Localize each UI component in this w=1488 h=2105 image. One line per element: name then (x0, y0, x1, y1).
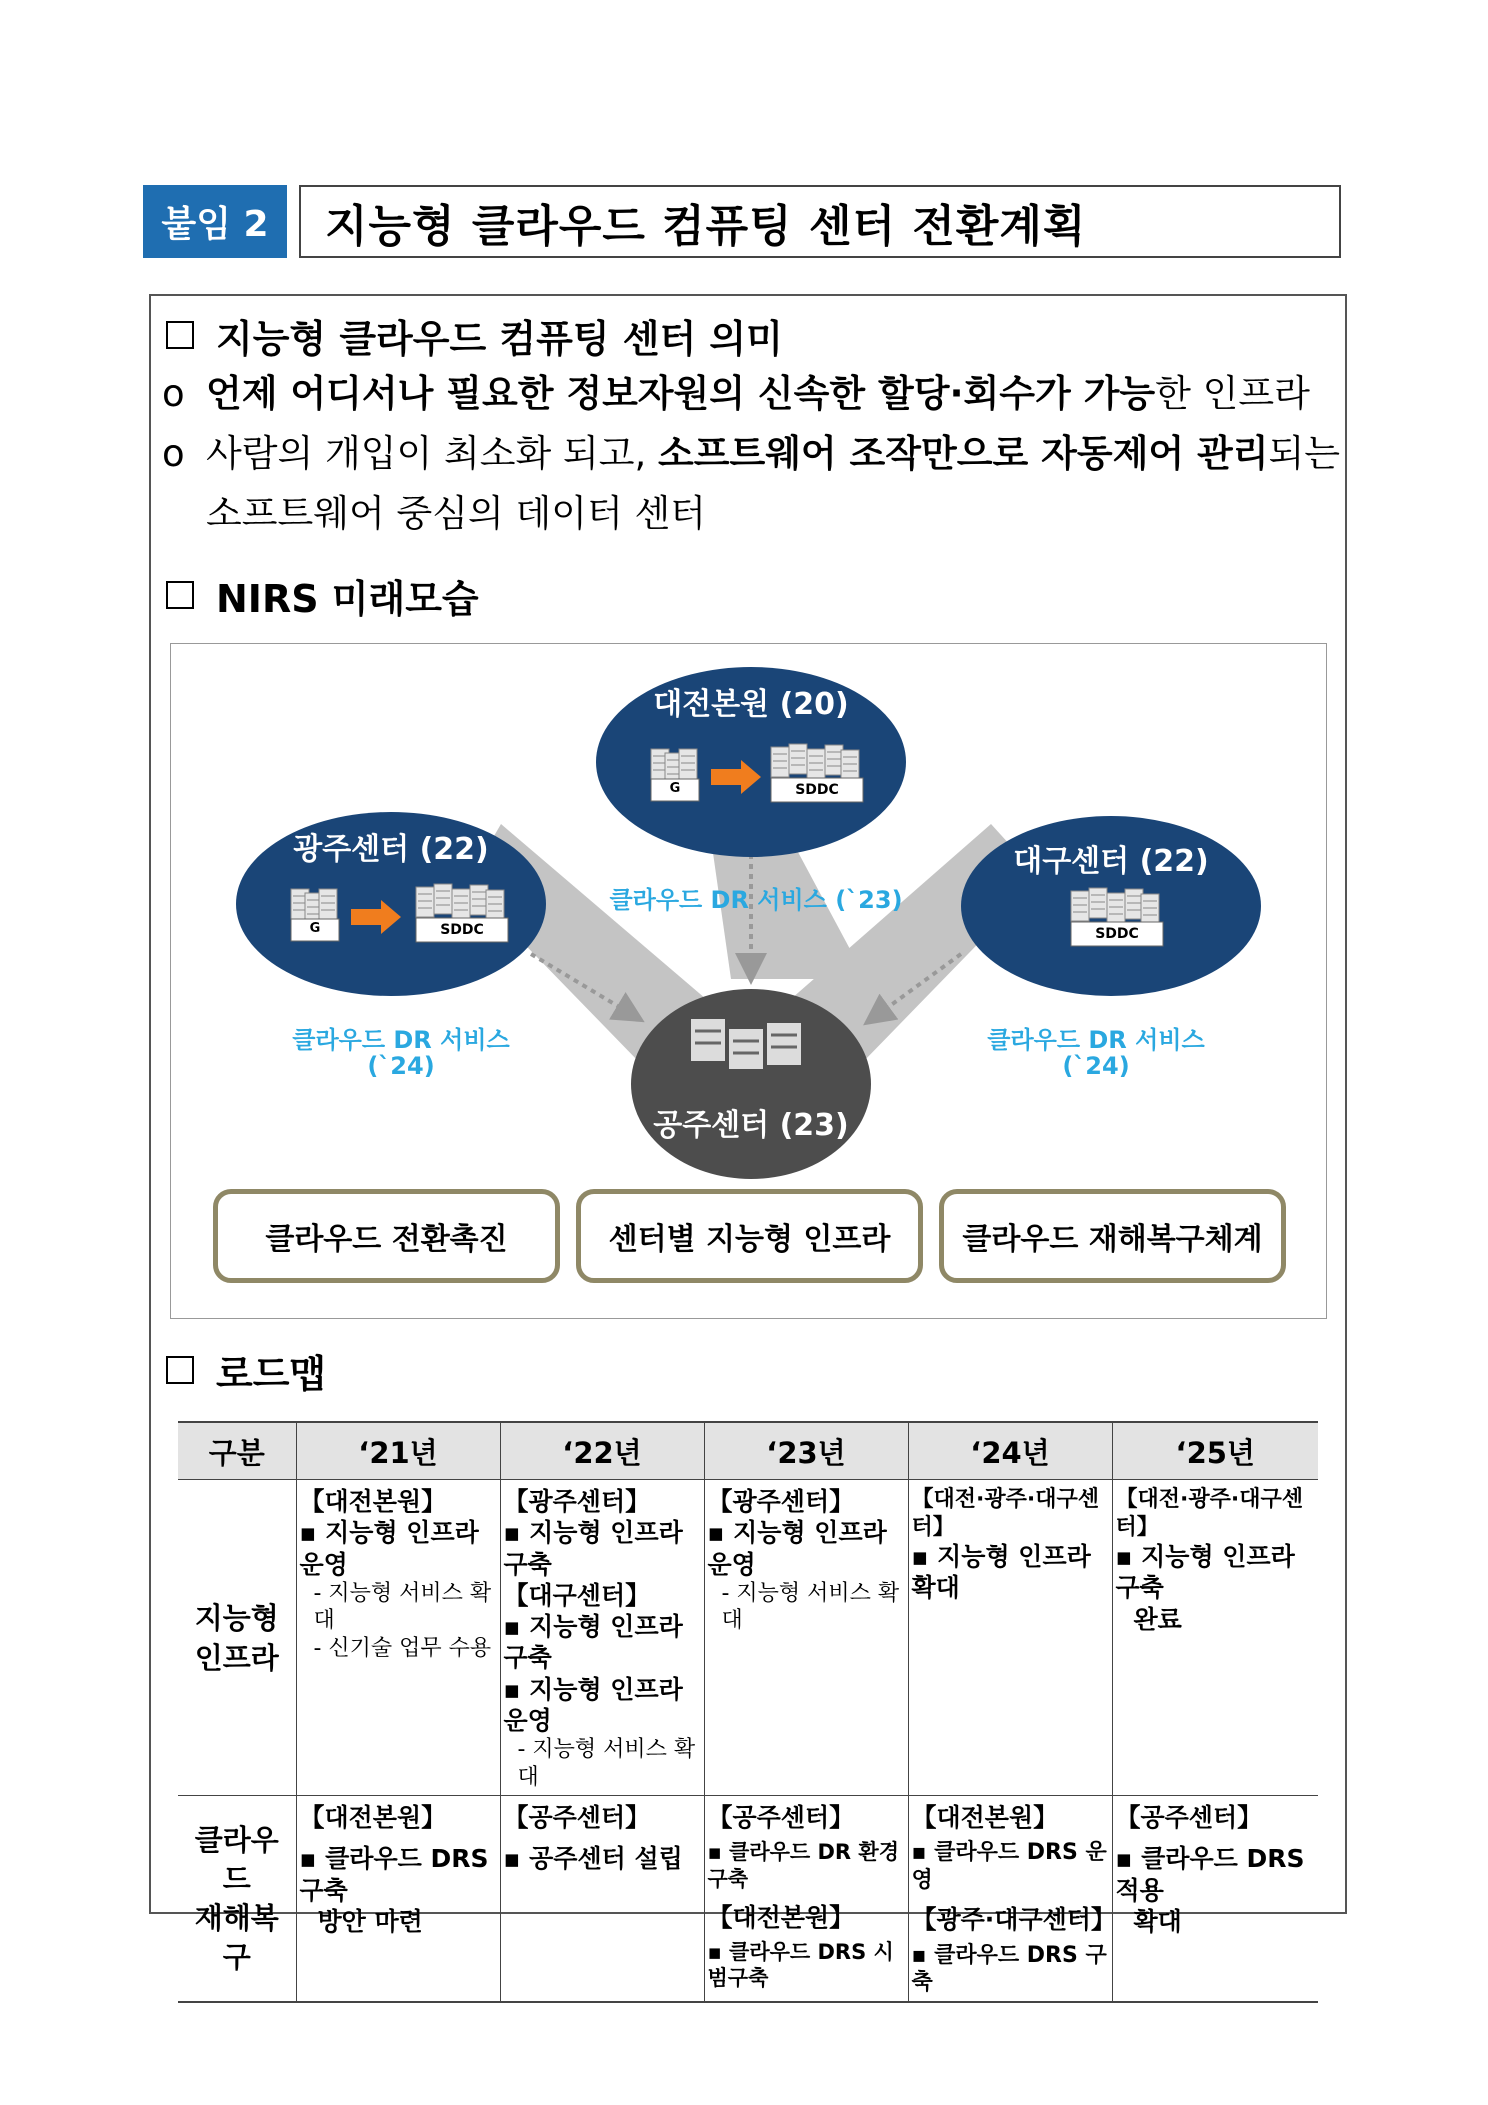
nirs-future-diagram (170, 643, 1327, 1319)
table-cell: 【대전·광주·대구센터】 ▪ 지능형 인프라 구축 완료 (1112, 1480, 1318, 1796)
table-row (178, 1796, 1318, 2002)
g-label: G (309, 921, 321, 936)
g-label: G (669, 781, 681, 796)
column-header: ‘22년 (500, 1422, 704, 1480)
attachment-badge: 붙임 2 (143, 185, 287, 258)
table-cell: 【공주센터】 ▪ 클라우드 DRS 적용 확대 (1112, 1796, 1318, 2002)
bullet-text: 소프트웨어 중심의 데이터 센터 (206, 492, 706, 535)
node-daegu-label: 대구센터 (22) (1013, 844, 1209, 879)
column-header: ‘21년 (296, 1422, 500, 1480)
node-gongju-label: 공주센터 (23) (653, 1108, 849, 1143)
table-header-row (178, 1422, 1318, 1480)
section-heading-text: 로드맵 (216, 1351, 327, 1396)
bullet-bold-text: 언제 어디서나 필요한 정보자원의 신속한 할당·회수가 가능 (206, 372, 1156, 415)
section-heading-roadmap (166, 1345, 326, 1395)
table-cell: 【대전·광주·대구센터】 ▪ 지능형 인프라 확대 (908, 1480, 1112, 1796)
bullet-bold-text: 소프트웨어 조작만으로 자동제어 관리 (657, 432, 1269, 475)
table-row (178, 1480, 1318, 1796)
bullet-item-2-continued (206, 492, 1336, 536)
checkbox-square-icon (166, 321, 194, 349)
dr-service-right-year: (`24) (1062, 1052, 1130, 1080)
column-header: ‘23년 (704, 1422, 908, 1480)
table-cell: 【공주센터】 ▪ 클라우드 DR 환경구축 【대전본원】 ▪ 클라우드 DRS 시범구축 (704, 1796, 908, 2002)
row-label: 지능형 인프라 (178, 1480, 296, 1796)
node-gwangju-label: 광주센터 (22) (293, 832, 489, 867)
table-cell: 【대전본원】 ▪ 지능형 인프라 운영 - 지능형 서비스 확대 - 신기술 업무 수용 (296, 1480, 500, 1796)
pillar-intelligent-infra: 센터별 지능형 인프라 (576, 1189, 923, 1283)
node-daejeon-label: 대전본원 (20) (653, 687, 849, 722)
table-cell: 【대전본원】 ▪ 클라우드 DRS 구축 방안 마련 (296, 1796, 500, 2002)
bullet-text: 되는 (1268, 432, 1340, 475)
sddc-label: SDDC (1095, 926, 1139, 942)
section-heading-text: NIRS 미래모습 (216, 576, 479, 621)
node-gongju (631, 989, 871, 1179)
dr-service-top-label: 클라우드 DR 서비스 (`23) (609, 886, 903, 914)
bullet-mark: o (162, 372, 185, 415)
table-cell: 【공주센터】 ▪ 공주센터 설립 (500, 1796, 704, 2002)
bullet-text: 사람의 개입이 최소화 되고, (206, 432, 658, 475)
row-label: 클라우드 재해복구 (178, 1796, 296, 2002)
section-heading-future (166, 570, 479, 620)
pillar-cloud-disaster-recovery: 클라우드 재해복구체계 (939, 1189, 1286, 1283)
bullet-text: 한 인프라 (1155, 372, 1310, 415)
column-header: 구분 (178, 1422, 296, 1480)
sddc-label: SDDC (440, 922, 484, 938)
checkbox-square-icon (166, 1356, 194, 1384)
bullet-item-1 (162, 372, 1342, 416)
dr-service-left-label: 클라우드 DR 서비스 (292, 1026, 510, 1054)
table-cell: 【광주센터】 ▪ 지능형 인프라 운영 - 지능형 서비스 확대 (704, 1480, 908, 1796)
table-cell: 【광주센터】 ▪ 지능형 인프라 구축 【대구센터】 ▪ 지능형 인프라 구축 ▪ 지능형 인프라 운영 - 지능형 서비스 확대 (500, 1480, 704, 1796)
dr-service-left-year: (`24) (367, 1052, 435, 1080)
section-heading-text: 지능형 클라우드 컴퓨팅 센터 의미 (216, 316, 783, 361)
checkbox-square-icon (166, 581, 194, 609)
sddc-label: SDDC (795, 782, 839, 798)
column-header: ‘24년 (908, 1422, 1112, 1480)
table-cell: 【대전본원】 ▪ 클라우드 DRS 운영 【광주·대구센터】 ▪ 클라우드 DRS 구축 (908, 1796, 1112, 2002)
page-title: 지능형 클라우드 컴퓨팅 센터 전환계획 (299, 185, 1341, 258)
bullet-item-2 (162, 432, 1342, 476)
section-heading-meaning (166, 310, 783, 360)
roadmap-table (178, 1421, 1318, 1995)
bullet-mark: o (162, 432, 185, 475)
pillar-cloud-transition: 클라우드 전환촉진 (213, 1189, 560, 1283)
dr-service-right-label: 클라우드 DR 서비스 (987, 1026, 1205, 1054)
column-header: ‘25년 (1112, 1422, 1318, 1480)
